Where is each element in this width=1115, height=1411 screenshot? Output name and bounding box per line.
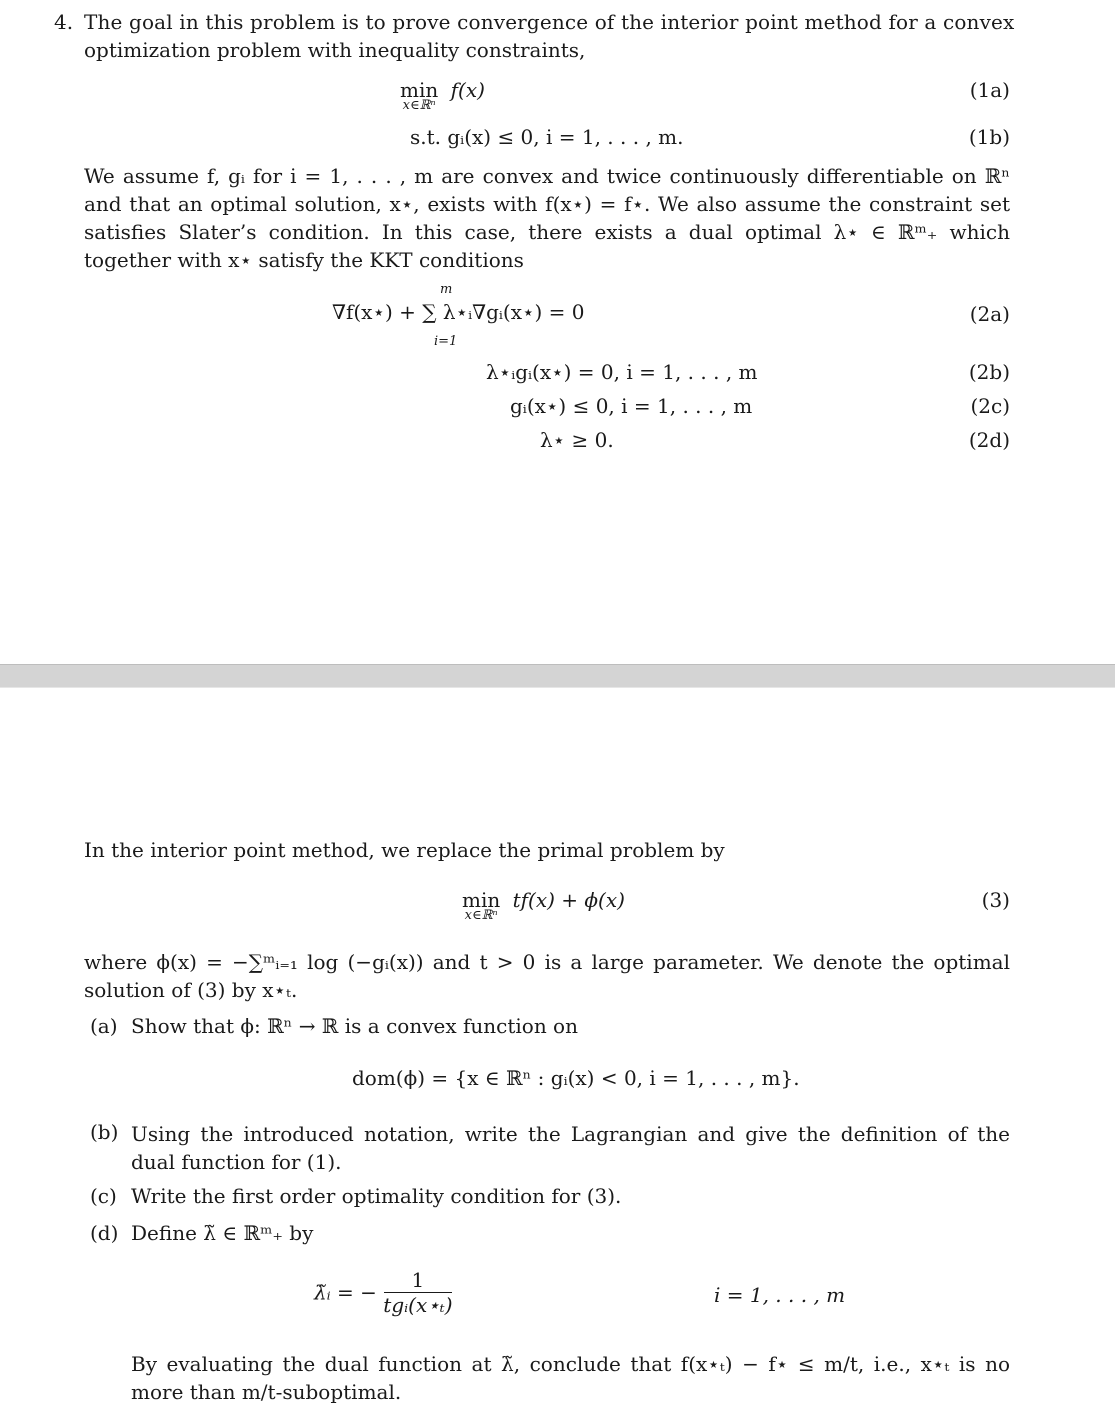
conclusion-paragraph: By evaluating the dual function at λ̃, conclude that f(x⋆ₜ) − f⋆ ≤ m/t, i.e., x⋆ₜ is no more than m/t-suboptimal.: [131, 1352, 1010, 1404]
intro-line-1: The goal in this problem is to prove convergence of the interior point method for a convex: [84, 10, 1015, 34]
min-subscript-3: x∈ℝⁿ: [464, 908, 498, 923]
equation-tag-1a: (1a): [969, 78, 1010, 102]
assumption-paragraph: We assume f, gᵢ for i = 1, . . . , m are convex and twice continuously differentiable on ℝⁿ and that an optimal solution, x⋆, exists with f(x⋆) = f⋆. We also assume the constraint set satisfies Slater’s condition. In this case, there exists a dual optimal λ⋆ ∈ ℝᵐ₊ which together with x⋆ satisfy the KKT conditions: [84, 164, 1010, 272]
equation-tag-1b: (1b): [968, 125, 1010, 149]
part-d-label: (d): [90, 1221, 119, 1245]
min-operator: min: [400, 78, 439, 102]
part-d-text: Define λ̃ ∈ ℝᵐ₊ by: [131, 1221, 314, 1245]
part-a-text: Show that ϕ: ℝⁿ → ℝ is a convex function on: [131, 1014, 578, 1038]
min-subscript: x∈ℝⁿ: [402, 98, 436, 113]
fraction-numerator: 1: [384, 1268, 453, 1293]
problem-number: 4.: [54, 10, 74, 34]
lambda-range: i = 1, . . . , m: [714, 1283, 846, 1307]
where-paragraph: where ϕ(x) = −∑ᵐᵢ₌₁ log (−gᵢ(x)) and t > 0 is a large parameter. We denote the optimal solution of (3) by x⋆ₜ.: [84, 950, 1010, 1002]
sum-upper-limit: m: [440, 282, 453, 297]
kkt-equation-2a: ∇f(x⋆) + ∑ λ⋆ᵢ∇gᵢ(x⋆) = 0: [332, 300, 585, 324]
part-b-label: (b): [90, 1120, 119, 1144]
equation-tag-2b: (2b): [968, 360, 1010, 384]
equation-1b: s.t. gᵢ(x) ≤ 0, i = 1, . . . , m.: [410, 125, 684, 149]
equation-tag-2a: (2a): [969, 302, 1010, 326]
part-c-text: Write the first order optimality condition for (3).: [131, 1184, 622, 1208]
page-divider: [0, 664, 1115, 688]
domain-definition: dom(ϕ) = {x ∈ ℝⁿ : gᵢ(x) < 0, i = 1, . . . , m}.: [352, 1066, 800, 1090]
equation-3: [462, 888, 625, 923]
equation-tag-2c: (2c): [970, 394, 1010, 418]
lambda-tilde-definition: [314, 1268, 453, 1317]
min-operator-3: min: [462, 888, 501, 912]
kkt-equation-2c: gᵢ(x⋆) ≤ 0, i = 1, . . . , m: [510, 394, 753, 418]
equation-1a: [400, 78, 485, 113]
kkt-equation-2d: λ⋆ ≥ 0.: [540, 428, 614, 452]
objective-expression: f(x): [450, 78, 485, 102]
intro-line-2: optimization problem with inequality constraints,: [84, 38, 586, 62]
equation-tag-2d: (2d): [968, 428, 1010, 452]
part-a-label: (a): [90, 1014, 118, 1038]
part-c-label: (c): [90, 1184, 117, 1208]
sum-lower-limit: i=1: [434, 334, 458, 349]
barrier-objective: tf(x) + ϕ(x): [512, 888, 625, 912]
replace-sentence: In the interior point method, we replace the primal problem by: [84, 838, 725, 862]
equation-tag-3: (3): [981, 888, 1010, 912]
fraction-denominator: tgᵢ(x⋆ₜ): [383, 1293, 453, 1317]
kkt-equation-2b: λ⋆ᵢgᵢ(x⋆) = 0, i = 1, . . . , m: [486, 360, 758, 384]
lambda-fraction: [383, 1268, 452, 1317]
lambda-lhs: λ̃ᵢ = −: [314, 1280, 377, 1305]
part-b-text: Using the introduced notation, write the Lagrangian and give the definition of the dual function for (1).: [131, 1122, 1010, 1174]
